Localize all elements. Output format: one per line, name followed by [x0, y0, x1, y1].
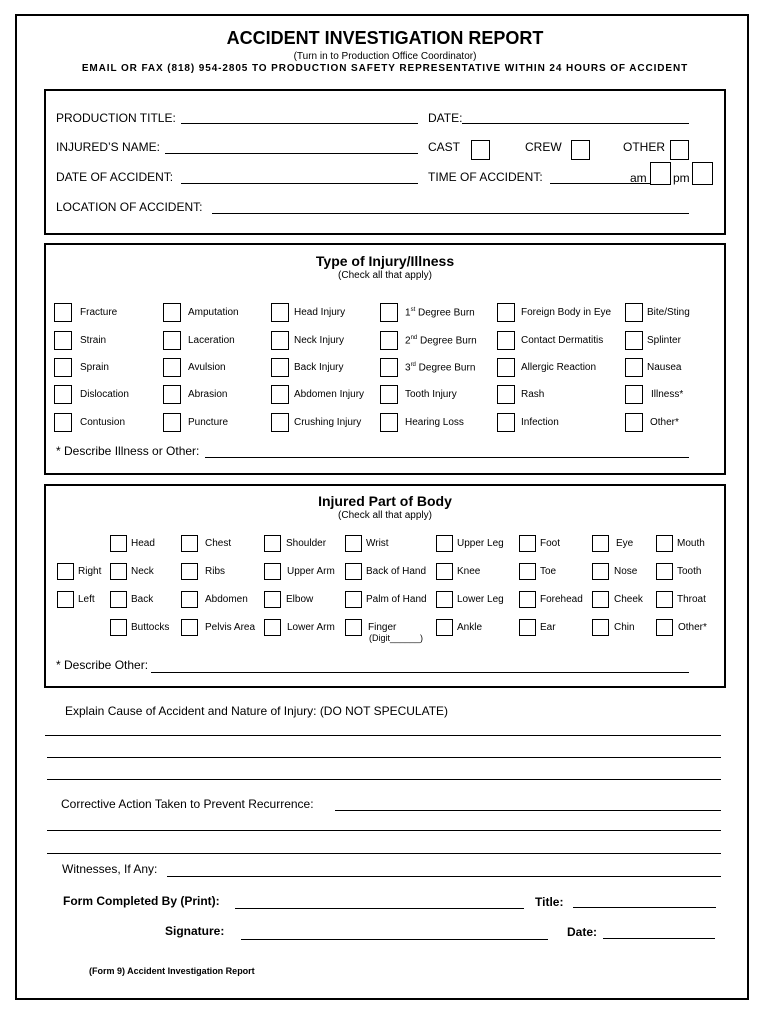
- crew-label: CREW: [525, 140, 562, 154]
- injury-option-label: Rash: [521, 389, 545, 400]
- body-part-checkbox[interactable]: [181, 563, 198, 580]
- body-part-checkbox[interactable]: [110, 535, 127, 552]
- location-label: LOCATION OF ACCIDENT:: [56, 200, 203, 214]
- injury-option-label: Hearing Loss: [405, 417, 464, 428]
- injury-type-subheading: (Check all that apply): [338, 270, 432, 281]
- injury-checkbox[interactable]: [380, 358, 398, 377]
- injury-option-label: Sprain: [80, 362, 109, 373]
- body-part-label: Abdomen: [205, 594, 248, 605]
- form-subtitle: (Turn in to Production Office Coordinator): [293, 51, 477, 62]
- body-side-checkbox[interactable]: [57, 591, 74, 608]
- explain-line-2[interactable]: [47, 757, 721, 758]
- injury-option-label: Contact Dermatitis: [521, 335, 604, 346]
- time-of-accident-label: TIME OF ACCIDENT:: [428, 170, 543, 184]
- body-part-label: Nose: [614, 566, 638, 577]
- body-part-checkbox[interactable]: [181, 591, 198, 608]
- injury-checkbox[interactable]: [271, 303, 289, 322]
- injury-option-label: Tooth Injury: [405, 389, 457, 400]
- body-part-label: Neck: [131, 566, 154, 577]
- injury-checkbox[interactable]: [497, 358, 515, 377]
- body-part-label: Back of Hand: [366, 566, 427, 577]
- injury-checkbox[interactable]: [497, 385, 515, 404]
- body-part-label: Knee: [457, 566, 481, 577]
- signature-field[interactable]: [241, 939, 548, 940]
- production-title-field[interactable]: [181, 123, 418, 124]
- pm-label: pm: [673, 171, 690, 185]
- body-part-label: Chest: [205, 538, 232, 549]
- body-part-label: Cheek: [614, 594, 643, 605]
- production-title-label: PRODUCTION TITLE:: [56, 111, 176, 125]
- crew-checkbox[interactable]: [571, 140, 590, 160]
- injury-checkbox[interactable]: [625, 358, 643, 377]
- signature-label: Signature:: [165, 924, 225, 938]
- injury-option-label: Other*: [650, 417, 679, 428]
- injury-checkbox[interactable]: [163, 303, 181, 322]
- injury-option-label: Crushing Injury: [294, 417, 362, 428]
- date-label: DATE:: [428, 111, 463, 125]
- body-part-checkbox[interactable]: [264, 619, 281, 636]
- body-part-checkbox[interactable]: [436, 591, 453, 608]
- describe-illness-field[interactable]: [205, 457, 689, 458]
- body-part-label: Other*: [678, 622, 707, 633]
- injury-checkbox[interactable]: [54, 331, 72, 350]
- body-part-heading: Injured Part of Body: [318, 493, 452, 509]
- body-part-label: Lower Arm: [287, 622, 335, 633]
- body-part-checkbox[interactable]: [264, 563, 281, 580]
- injury-checkbox[interactable]: [271, 413, 289, 432]
- date-field[interactable]: [462, 123, 689, 124]
- body-part-checkbox[interactable]: [592, 591, 609, 608]
- witnesses-label: Witnesses, If Any:: [62, 862, 158, 876]
- injury-option-label: Neck Injury: [294, 335, 345, 346]
- body-part-checkbox[interactable]: [436, 563, 453, 580]
- body-part-label: Ankle: [457, 622, 483, 633]
- injury-option-label: Nausea: [647, 362, 682, 373]
- completed-by-label: Form Completed By (Print):: [63, 894, 220, 908]
- injury-checkbox[interactable]: [54, 358, 72, 377]
- cast-label: CAST: [428, 140, 461, 154]
- body-part-subheading: (Check all that apply): [338, 510, 432, 521]
- injury-option-label: Strain: [80, 335, 107, 346]
- injury-option-label: Amputation: [188, 307, 239, 318]
- injury-option-label: Abdomen Injury: [294, 389, 365, 400]
- explain-line-3[interactable]: [47, 779, 721, 780]
- injury-checkbox[interactable]: [271, 385, 289, 404]
- injured-name-label: INJURED’S NAME:: [56, 140, 161, 154]
- title-label: Title:: [535, 895, 564, 909]
- body-part-checkbox[interactable]: [436, 535, 453, 552]
- body-part-label: Back: [131, 594, 154, 605]
- injury-option-label: Splinter: [647, 335, 681, 346]
- body-part-checkbox[interactable]: [519, 535, 536, 552]
- corrective-line-2[interactable]: [47, 830, 721, 831]
- body-part-label: Finger: [368, 622, 397, 633]
- injury-checkbox[interactable]: [271, 358, 289, 377]
- body-part-checkbox[interactable]: [592, 619, 609, 636]
- body-part-label: Eye: [616, 538, 634, 549]
- body-part-checkbox[interactable]: [656, 591, 673, 608]
- body-part-checkbox[interactable]: [656, 563, 673, 580]
- am-checkbox[interactable]: [650, 162, 671, 185]
- body-part-checkbox[interactable]: [110, 619, 127, 636]
- body-part-checkbox[interactable]: [345, 591, 362, 608]
- injury-checkbox[interactable]: [625, 385, 643, 404]
- corrective-action-label: Corrective Action Taken to Prevent Recurrence:: [61, 797, 314, 811]
- body-part-label: Tooth: [677, 566, 702, 577]
- corrective-line-3[interactable]: [47, 853, 721, 854]
- injury-option-label: Abrasion: [188, 389, 228, 400]
- title-field[interactable]: [573, 907, 716, 908]
- injury-option-label: Back Injury: [294, 362, 344, 373]
- injury-type-heading: Type of Injury/Illness: [315, 253, 455, 269]
- body-part-label: Toe: [540, 566, 557, 577]
- body-part-label: Elbow: [286, 594, 314, 605]
- body-side-label: Right: [78, 566, 102, 577]
- injured-name-field[interactable]: [165, 153, 418, 154]
- injury-checkbox[interactable]: [163, 385, 181, 404]
- body-part-label: Foot: [540, 538, 561, 549]
- injury-option-label: Puncture: [188, 417, 229, 428]
- body-part-label: Buttocks: [131, 622, 170, 633]
- date-of-accident-field[interactable]: [181, 183, 418, 184]
- injury-checkbox[interactable]: [163, 331, 181, 350]
- signature-date-field[interactable]: [603, 938, 715, 939]
- injury-option-label: Laceration: [188, 335, 235, 346]
- body-part-label: Ear: [540, 622, 556, 633]
- injury-option-label: Fracture: [80, 307, 118, 318]
- body-part-checkbox[interactable]: [436, 619, 453, 636]
- corrective-line-1[interactable]: [335, 810, 721, 811]
- body-part-label: Chin: [614, 622, 635, 633]
- injury-option-label: Avulsion: [188, 362, 226, 373]
- injury-option-label: 1st Degree Burn: [405, 307, 475, 319]
- form-footer: (Form 9) Accident Investigation Report: [89, 966, 255, 976]
- form-title: ACCIDENT INVESTIGATION REPORT: [226, 28, 544, 48]
- body-part-label: Palm of Hand: [366, 594, 427, 605]
- body-part-checkbox[interactable]: [345, 535, 362, 552]
- injury-option-label: 2nd Degree Burn: [405, 335, 477, 347]
- body-part-label: Mouth: [677, 538, 705, 549]
- injury-option-label: Foreign Body in Eye: [521, 307, 612, 318]
- body-part-label: Pelvis Area: [205, 622, 256, 633]
- body-part-checkbox[interactable]: [656, 535, 673, 552]
- body-part-checkbox[interactable]: [345, 619, 362, 636]
- injury-checkbox[interactable]: [163, 413, 181, 432]
- body-part-checkbox[interactable]: [181, 619, 198, 636]
- injury-option-label: Head Injury: [294, 307, 346, 318]
- injury-option-label: Allergic Reaction: [521, 362, 597, 373]
- completed-by-field[interactable]: [235, 908, 524, 909]
- injury-option-label: Infection: [521, 417, 559, 428]
- injury-option-label: Bite/Sting: [647, 307, 690, 318]
- body-part-checkbox[interactable]: [264, 535, 281, 552]
- injury-checkbox[interactable]: [380, 385, 398, 404]
- injury-checkbox[interactable]: [54, 303, 72, 322]
- describe-other-label: * Describe Other:: [56, 658, 149, 672]
- body-part-label: Wrist: [366, 538, 389, 549]
- signature-date-label: Date:: [567, 925, 598, 939]
- pm-checkbox[interactable]: [692, 162, 713, 185]
- date-of-accident-label: DATE OF ACCIDENT:: [56, 170, 174, 184]
- body-part-checkbox[interactable]: [345, 563, 362, 580]
- body-part-checkbox[interactable]: [181, 535, 198, 552]
- injury-checkbox[interactable]: [54, 385, 72, 404]
- body-part-label: Shoulder: [286, 538, 327, 549]
- cast-checkbox[interactable]: [471, 140, 490, 160]
- witnesses-field[interactable]: [167, 876, 721, 877]
- am-label: am: [630, 171, 647, 185]
- injury-checkbox[interactable]: [625, 331, 643, 350]
- injury-checkbox[interactable]: [380, 331, 398, 350]
- injury-option-label: 3rd Degree Burn: [405, 362, 476, 374]
- explain-cause-label: Explain Cause of Accident and Nature of Injury: (DO NOT SPECULATE): [65, 704, 449, 718]
- finger-digit-label: (Digit______): [369, 633, 424, 643]
- injury-checkbox[interactable]: [380, 413, 398, 432]
- explain-line-1[interactable]: [45, 735, 721, 736]
- body-part-checkbox[interactable]: [656, 619, 673, 636]
- injury-option-label: Dislocation: [80, 389, 129, 400]
- body-part-label: Head: [131, 538, 155, 549]
- body-part-checkbox[interactable]: [592, 563, 609, 580]
- injury-checkbox[interactable]: [163, 358, 181, 377]
- body-part-checkbox[interactable]: [519, 591, 536, 608]
- injury-checkbox[interactable]: [54, 413, 72, 432]
- body-side-checkbox[interactable]: [57, 563, 74, 580]
- injury-option-label: Contusion: [80, 417, 126, 428]
- injury-checkbox[interactable]: [497, 331, 515, 350]
- describe-other-field[interactable]: [151, 672, 689, 673]
- body-part-checkbox[interactable]: [264, 591, 281, 608]
- body-part-checkbox[interactable]: [519, 619, 536, 636]
- body-part-checkbox[interactable]: [592, 535, 609, 552]
- body-part-label: Ribs: [205, 566, 226, 577]
- other-checkbox[interactable]: [670, 140, 689, 160]
- injury-checkbox[interactable]: [625, 303, 643, 322]
- location-field[interactable]: [212, 213, 689, 214]
- body-part-label: Forehead: [540, 594, 583, 605]
- body-part-label: Throat: [677, 594, 706, 605]
- other-label: OTHER: [623, 140, 665, 154]
- describe-illness-label: * Describe Illness or Other:: [56, 444, 200, 458]
- body-part-checkbox[interactable]: [110, 591, 127, 608]
- injury-checkbox[interactable]: [271, 331, 289, 350]
- body-part-label: Lower Leg: [457, 594, 504, 605]
- form-instruction: EMAIL OR FAX (818) 954-2805 TO PRODUCTION SAFETY REPRESENTATIVE WITHIN 24 HOURS OF ACCIDENT: [81, 63, 689, 74]
- body-part-checkbox[interactable]: [519, 563, 536, 580]
- injury-option-label: Illness*: [651, 389, 684, 400]
- injury-checkbox[interactable]: [497, 413, 515, 432]
- injury-checkbox[interactable]: [497, 303, 515, 322]
- body-side-label: Left: [78, 594, 95, 605]
- body-part-checkbox[interactable]: [110, 563, 127, 580]
- injury-checkbox[interactable]: [625, 413, 643, 432]
- body-part-label: Upper Arm: [287, 566, 335, 577]
- injury-checkbox[interactable]: [380, 303, 398, 322]
- body-part-label: Upper Leg: [457, 538, 504, 549]
